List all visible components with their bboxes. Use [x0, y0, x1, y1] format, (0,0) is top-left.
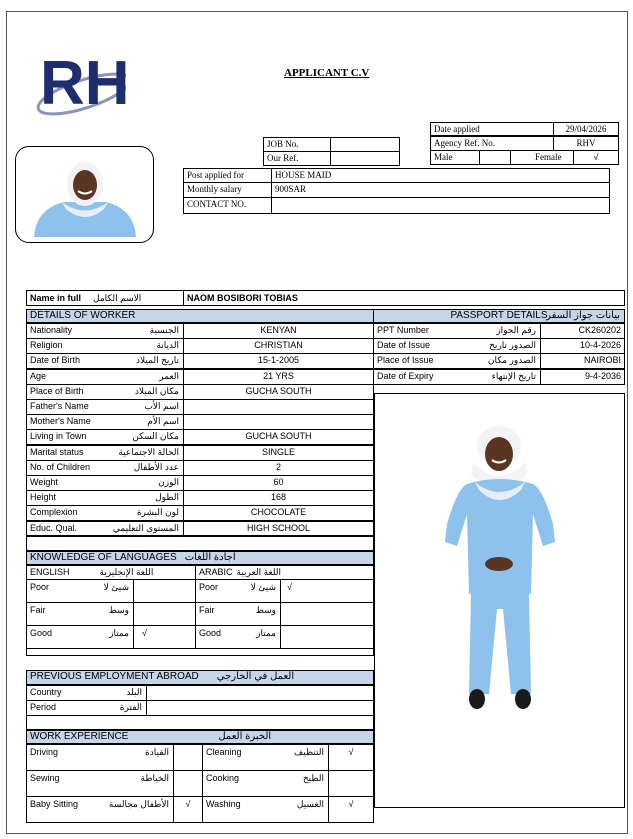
- worker-row-label: [26, 323, 184, 339]
- experience-skill-label-ar: الأطفال مجالسة: [108, 799, 169, 809]
- experience-right-check: [328, 770, 374, 797]
- previous-employment-header: PREVIOUS EMPLOYMENT ABROAD العمل في الخارجي: [26, 670, 374, 685]
- passport-row-label: [373, 369, 541, 385]
- passport-row-value: CK260202: [540, 323, 625, 339]
- language-level-label: Fair: [199, 605, 215, 615]
- worker-row-value: CHRISTIAN: [183, 338, 374, 354]
- experience-skill-label-ar: القيادة: [145, 747, 169, 757]
- passport-row-value: NAIROBI: [540, 353, 625, 369]
- job-no-value: [330, 137, 400, 152]
- experience-skill-label: Washing: [206, 799, 241, 809]
- english-level-label: [26, 602, 134, 626]
- date-applied-label: Date applied: [430, 122, 554, 136]
- experience-skill-label: Cleaning: [206, 747, 242, 757]
- previous-spacer-row: [26, 715, 374, 730]
- agency-ref-label: Agency Ref. No.: [430, 136, 554, 151]
- previous-field-label: Period: [30, 702, 57, 712]
- work-experience-header: WORK EXPERIENCE الخبرة العمل: [26, 730, 374, 744]
- english-level-check: [133, 579, 196, 603]
- passport-field-label-ar: تاريخ الإنتهاء: [491, 370, 536, 381]
- experience-skill-label: Sewing: [30, 773, 60, 783]
- worker-field-label-ar: المستوى التعليمي: [112, 522, 179, 533]
- arabic-column-header: ARABIC اللغة العربية: [195, 565, 374, 580]
- female-check: √: [573, 150, 619, 165]
- worker-field-label: Height: [30, 492, 57, 503]
- worker-field-label-ar: الطول: [155, 492, 179, 503]
- worker-field-label-ar: الوزن: [158, 477, 179, 487]
- languages-spacer-row: [26, 648, 374, 656]
- female-label: Female: [510, 150, 574, 165]
- worker-row-value: GUCHA SOUTH: [183, 384, 374, 400]
- arabic-level-check: [280, 625, 374, 649]
- arabic-level-label: [195, 579, 281, 603]
- language-level-label-ar: شيئ لا: [103, 582, 129, 592]
- experience-right-label: [202, 744, 329, 771]
- worker-row-value: [183, 414, 374, 430]
- previous-field-label-ar: البلد: [126, 687, 142, 697]
- agency-ref-value: RHV: [553, 136, 619, 151]
- post-applied-label: Post applied for: [183, 168, 272, 183]
- arabic-level-label: [195, 602, 281, 626]
- passport-row-label: [373, 338, 541, 354]
- worker-row-value: 15-1-2005: [183, 353, 374, 369]
- experience-skill-label-ar: التنظيف: [293, 747, 324, 757]
- worker-row-label: [26, 338, 184, 354]
- languages-header: KNOWLEDGE OF LANGUAGES اجادة اللغات: [26, 551, 374, 565]
- worker-row-label: [26, 353, 184, 369]
- worker-row-value: [183, 399, 374, 415]
- worker-row-label: [26, 429, 184, 445]
- passport-field-label: PPT Number: [377, 325, 429, 335]
- svg-text:RH: RH: [40, 49, 126, 118]
- language-level-label: Fair: [30, 605, 46, 615]
- english-level-label: [26, 625, 134, 649]
- worker-field-label-ar: اسم الأب: [144, 401, 179, 411]
- language-level-label: Poor: [30, 582, 50, 592]
- experience-right-check: √: [328, 744, 374, 771]
- experience-left-check: [173, 744, 203, 771]
- date-applied-value: 29/04/2026: [553, 122, 619, 136]
- monthly-salary-value: 900SAR: [271, 182, 610, 198]
- applicant-portrait: [15, 146, 154, 243]
- worker-row-label: [26, 460, 184, 476]
- english-column-header: ENGLISH اللغة الإنجليزية: [26, 565, 196, 580]
- passport-details-header: PASSPORT DETAILS بيانات جواز السفر: [373, 309, 625, 323]
- previous-field-label-ar: الفترة: [119, 702, 142, 712]
- worker-field-label: Living in Town: [30, 431, 87, 442]
- worker-row-value: GUCHA SOUTH: [183, 429, 374, 445]
- worker-field-label-ar: مكان السكن: [132, 431, 179, 442]
- experience-skill-label-ar: الغسيل: [296, 799, 324, 809]
- language-level-label-ar: ممتاز: [109, 628, 129, 638]
- worker-row-value: 60: [183, 475, 374, 491]
- page-title: APPLICANT C.V: [284, 67, 370, 79]
- previous-field-label: Country: [30, 687, 62, 697]
- previous-row-value: [146, 685, 374, 701]
- worker-row-label: [26, 414, 184, 430]
- worker-field-label: Place of Birth: [30, 385, 84, 396]
- arabic-level-label: [195, 625, 281, 649]
- previous-row-value: [146, 700, 374, 716]
- experience-right-label: [202, 770, 329, 797]
- contact-no-value: [271, 197, 610, 214]
- applicant-full-photo: [374, 393, 625, 808]
- worker-row-value: 2: [183, 460, 374, 476]
- worker-field-label-ar: الحالة الاجتماعية: [118, 446, 179, 457]
- worker-row-value: 168: [183, 490, 374, 506]
- passport-row-value: 9-4-2036: [540, 369, 625, 385]
- passport-field-label: Date of Issue: [377, 340, 431, 351]
- worker-field-label-ar: تاريخ الميلاد: [136, 355, 179, 366]
- language-level-label: Good: [30, 628, 53, 638]
- worker-spacer-row: [26, 535, 374, 551]
- arabic-level-check: √: [280, 579, 374, 603]
- language-level-label-ar: وسط: [108, 605, 129, 615]
- experience-skill-label: Baby Sitting: [30, 799, 79, 809]
- worker-row-label: [26, 445, 184, 461]
- worker-row-value: KENYAN: [183, 323, 374, 339]
- worker-field-label-ar: عدد الأطفال: [133, 461, 179, 472]
- worker-field-label: Mother's Name: [30, 416, 91, 427]
- language-level-label-ar: شيئ لا: [250, 582, 276, 592]
- passport-field-label: Place of Issue: [377, 355, 434, 366]
- monthly-salary-label: Monthly salary: [183, 182, 272, 198]
- worker-details-header: DETAILS OF WORKER: [26, 309, 374, 323]
- arabic-level-check: [280, 602, 374, 626]
- job-no-label: JOB No.: [263, 137, 331, 152]
- worker-field-label-ar: العمر: [159, 370, 179, 381]
- passport-row-label: [373, 353, 541, 369]
- worker-field-label-ar: الديانة: [156, 340, 179, 351]
- worker-field-label: Age: [30, 370, 47, 381]
- our-ref-value: [330, 151, 400, 166]
- full-name-value: NAOM BOSIBORI TOBIAS: [183, 290, 625, 306]
- worker-field-label: Father's Name: [30, 401, 89, 411]
- passport-field-label-ar: رقم الجواز: [496, 325, 536, 335]
- language-level-label-ar: ممتاز: [256, 628, 276, 638]
- worker-field-label: No. of Children: [30, 461, 91, 472]
- worker-field-label-ar: مكان الميلاد: [134, 385, 179, 396]
- post-applied-value: HOUSE MAID: [271, 168, 610, 183]
- worker-row-label: [26, 384, 184, 400]
- worker-field-label-ar: اسم الأم: [147, 416, 179, 427]
- language-level-label: Good: [199, 628, 222, 638]
- worker-row-value: HIGH SCHOOL: [183, 521, 374, 537]
- passport-row-label: [373, 323, 541, 339]
- english-level-check: √: [133, 625, 196, 649]
- worker-row-value: SINGLE: [183, 445, 374, 461]
- experience-skill-label: Driving: [30, 747, 59, 757]
- worker-field-label: Nationality: [30, 325, 73, 335]
- worker-field-label: Complexion: [30, 507, 78, 518]
- passport-field-label: Date of Expiry: [377, 370, 434, 381]
- language-level-label-ar: وسط: [255, 605, 276, 615]
- language-level-label: Poor: [199, 582, 219, 592]
- passport-field-label-ar: الصدور مكان: [487, 355, 536, 366]
- worker-field-label-ar: الجنسية: [149, 325, 179, 335]
- rh-logo: [34, 44, 126, 118]
- experience-right-check: √: [328, 796, 374, 823]
- experience-skill-label: Cooking: [206, 773, 240, 783]
- passport-row-value: 10-4-2026: [540, 338, 625, 354]
- worker-field-label: Weight: [30, 477, 58, 487]
- our-ref-label: Our Ref.: [263, 151, 331, 166]
- experience-right-label: [202, 796, 329, 823]
- experience-left-check: [173, 770, 203, 797]
- worker-row-value: 21 YRS: [183, 369, 374, 385]
- worker-row-label: [26, 475, 184, 491]
- worker-field-label: Religion: [30, 340, 63, 351]
- experience-left-label: [26, 796, 174, 823]
- english-level-check: [133, 602, 196, 626]
- worker-field-label: Educ. Qual.: [30, 522, 78, 533]
- english-level-label: [26, 579, 134, 603]
- worker-row-label: [26, 369, 184, 385]
- worker-row-label: [26, 490, 184, 506]
- male-check: [479, 150, 511, 165]
- worker-field-label: Date of Birth: [30, 355, 81, 366]
- previous-row-label: [26, 685, 147, 701]
- previous-row-label: [26, 700, 147, 716]
- name-label: Name in full الاسم الكامل: [26, 290, 184, 306]
- experience-left-check: √: [173, 796, 203, 823]
- male-label: Male: [430, 150, 480, 165]
- worker-field-label: Marital status: [30, 446, 84, 457]
- worker-row-value: CHOCOLATE: [183, 505, 374, 521]
- passport-field-label-ar: الصدور تاريخ: [489, 340, 536, 351]
- experience-skill-label-ar: الخياطة: [140, 773, 169, 783]
- experience-left-label: [26, 770, 174, 797]
- contact-no-label: CONTACT NO.: [183, 197, 272, 214]
- worker-field-label-ar: لون البشرة: [136, 507, 179, 518]
- experience-skill-label-ar: الطبخ: [302, 773, 324, 783]
- worker-row-label: [26, 505, 184, 521]
- worker-row-label: [26, 399, 184, 415]
- experience-left-label: [26, 744, 174, 771]
